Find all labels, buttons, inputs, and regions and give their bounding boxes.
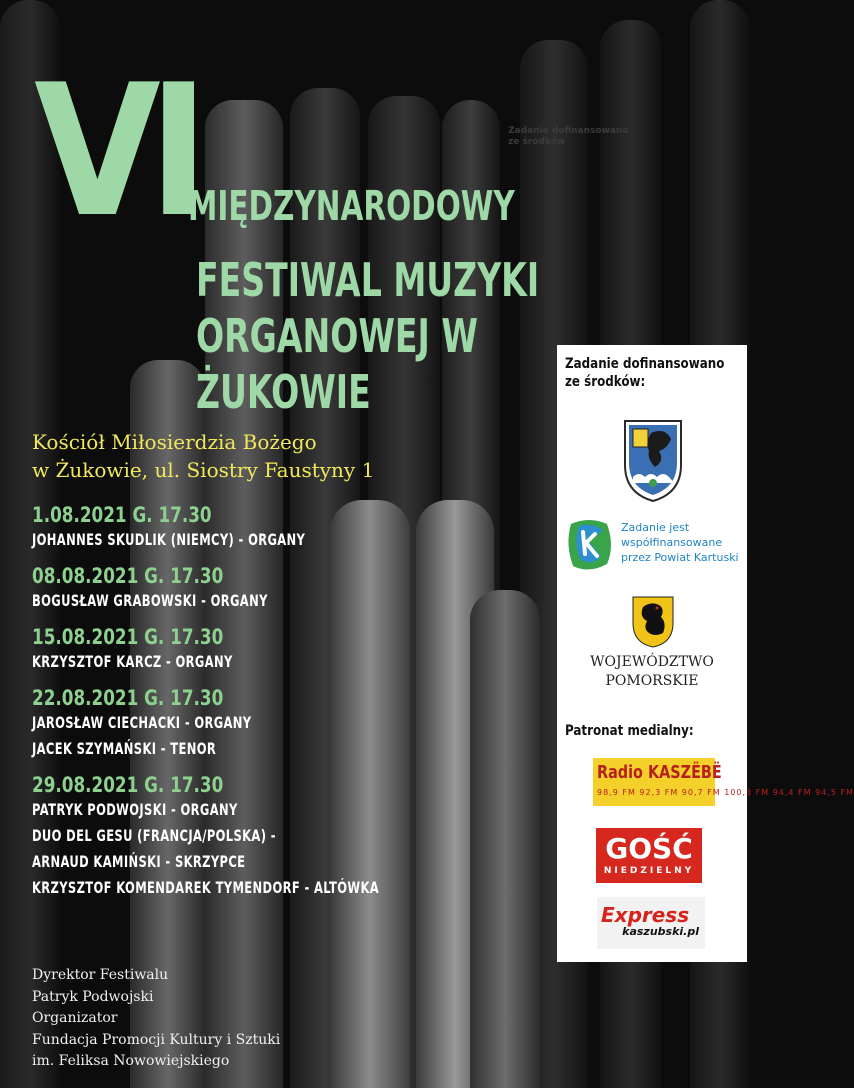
express-title: Express xyxy=(601,903,690,927)
director-label: Dyrektor Festiwalu xyxy=(32,967,169,983)
ghost-line-2: ze środków xyxy=(508,137,566,147)
express-subtitle: kaszubski.pl xyxy=(622,925,699,938)
ghost-line-1: Zadanie dofinansowano xyxy=(508,126,629,136)
pomorskie-griffin-icon xyxy=(629,593,677,649)
concert-date: 1.08.2021 G. 17.30 xyxy=(32,503,212,527)
radio-frequencies: 98,9 FM 92,3 FM 90,7 FM 100,3 FM 94,4 FM 94,5 FM xyxy=(597,788,854,797)
concert-item xyxy=(32,564,514,614)
performer: ARNAUD KAMIŃSKI - SKRZYPCE xyxy=(32,852,246,871)
performer: DUO DEL GESU (FRANCJA/POLSKA) - xyxy=(32,826,276,845)
zukowo-coat-of-arms-icon xyxy=(619,415,687,503)
director-name: Patryk Podwojski xyxy=(32,988,154,1005)
title-international: MIĘDZYNARODOWY xyxy=(188,182,515,230)
concert-date: 22.08.2021 G. 17.30 xyxy=(32,686,224,710)
concert-date: 15.08.2021 G. 17.30 xyxy=(32,625,224,649)
pomorskie-line-2: POMORSKIE xyxy=(605,673,699,689)
concert-item xyxy=(32,503,514,553)
kartuzy-line-3: przez Powiat Kartuski xyxy=(621,551,739,564)
title-line-2: ORGANOWEJ W xyxy=(196,309,478,363)
media-heading: Patronat medialny: xyxy=(565,723,694,739)
title-line-3: ŻUKOWIE xyxy=(196,365,371,419)
venue-address xyxy=(32,428,374,484)
sponsor-panel xyxy=(557,345,854,962)
kartuzy-text xyxy=(621,520,739,565)
organizer-name: Fundacja Promocji Kultury i Sztuki xyxy=(32,1031,281,1048)
funding-heading-line-2: ze środków: xyxy=(565,374,646,390)
title-line-1: FESTIWAL MUZYKI xyxy=(196,253,540,307)
pomorskie-line-1: WOJEWÓDZTWO xyxy=(590,654,714,670)
performer: JAROSŁAW CIECHACKI - ORGANY xyxy=(32,713,252,732)
kartuzy-k-icon xyxy=(563,516,615,572)
organizer-name-cont: im. Feliksa Nowowiejskiego xyxy=(32,1053,230,1069)
gosc-niedzielny-logo xyxy=(596,828,702,883)
performer: KRZYSZTOF KARCZ - ORGANY xyxy=(32,652,233,671)
radio-kaszebe-logo xyxy=(593,758,854,806)
venue-church: Kościół Miłosierdzia Bożego xyxy=(32,430,317,454)
concert-item xyxy=(32,625,514,675)
radio-name: Radio KASZËBË xyxy=(597,762,722,783)
gosc-subtitle: NIEDZIELNY xyxy=(603,866,695,876)
concert-date: 08.08.2021 G. 17.30 xyxy=(32,564,224,588)
funding-heading xyxy=(565,355,724,391)
edition-numeral: VI xyxy=(34,45,197,257)
concert-item xyxy=(32,686,514,762)
ghost-sponsor-text xyxy=(508,126,629,148)
performer: KRZYSZTOF KOMENDAREK TYMENDORF - ALTÓWKA xyxy=(32,878,380,897)
performer: JOHANNES SKUDLIK (NIEMCY) - ORGANY xyxy=(32,530,306,549)
festival-title xyxy=(196,253,539,421)
funding-heading-line-1: Zadanie dofinansowano xyxy=(565,356,725,372)
performer: JACEK SZYMAŃSKI - TENOR xyxy=(32,739,217,758)
concert-date: 29.08.2021 G. 17.30 xyxy=(32,773,224,797)
venue-street: w Żukowie, ul. Siostry Faustyny 1 xyxy=(32,458,375,482)
gosc-title: GOŚĆ xyxy=(605,832,693,865)
kartuzy-line-1: Zadanie jest xyxy=(621,521,690,534)
concert-item xyxy=(32,773,514,901)
pomorskie-text xyxy=(557,653,747,691)
organizer-label: Organizator xyxy=(32,1010,118,1026)
performer: BOGUSŁAW GRABOWSKI - ORGANY xyxy=(32,591,268,610)
organizer-credits xyxy=(32,965,280,1073)
express-kaszubski-logo xyxy=(597,897,705,949)
concert-schedule xyxy=(32,503,514,912)
performer: PATRYK PODWOJSKI - ORGANY xyxy=(32,800,238,819)
kartuzy-line-2: współfinansowane xyxy=(621,536,723,549)
